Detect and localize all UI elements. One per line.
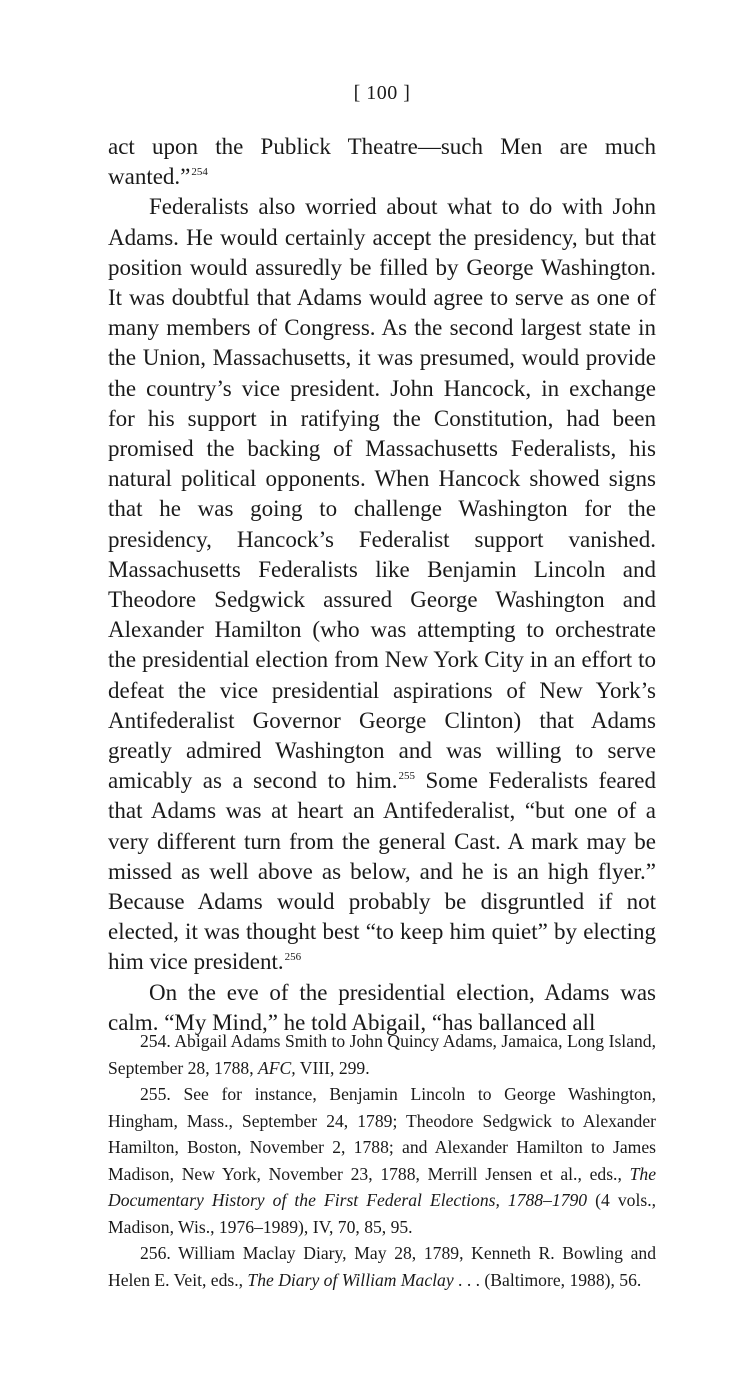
- footnote-ref-256: 256: [284, 951, 302, 964]
- footnote-number: 255.: [140, 1084, 171, 1104]
- paragraph-continued: [108, 132, 656, 192]
- footnote-italic: The Documentary History of the First Federal Elections, 1788–1790: [108, 1163, 656, 1210]
- footnote-256: [108, 1240, 656, 1293]
- footnote-text: William Maclay Diary, May 28, 1789, Kenneth R. Bowling and Helen E. Veit, eds.,: [108, 1243, 656, 1290]
- paragraph-text-continued: Some Federalists feared that Adams was at heart an Antifederalist, “but one of a very different turn from the general Cast. A mark may be missed as well above as below, and he is an high flyer.” Because Adams would probably be disgruntled if not elected, it was thought best “to keep him quiet” by electing him vice president.: [108, 768, 657, 975]
- footnote-number: 256.: [140, 1243, 171, 1263]
- paragraph-text: act upon the Publick Theatre—such Men are much wanted.”: [108, 134, 656, 190]
- footnote-text: See for instance, Benjamin Lincoln to George Washington, Hingham, Mass., September 24, 1789; Theodore Sedgwick to Alexander Hamilton, Boston, November 2, 1788; and Alexander Hamilton to James Madison, New York, November 23, 1788, Merrill Jensen et al., eds.,: [108, 1084, 656, 1184]
- footnote-italic: The Diary of William Maclay: [247, 1269, 454, 1290]
- footnote-ref-254: 254: [191, 166, 208, 179]
- page-number: [ 100 ]: [353, 82, 411, 104]
- footnote-number: 254.: [140, 1031, 171, 1051]
- footnote-italic: AFC,: [258, 1057, 296, 1078]
- footnote-text-after: (4 vols., Madison, Wis., 1976–1989), IV, 70, 85, 95.: [108, 1190, 656, 1237]
- footnote-254: [108, 1028, 656, 1081]
- footnote-255: [108, 1081, 656, 1240]
- footnote-text: Abigail Adams Smith to John Quincy Adams, Jamaica, Long Island, September 28, 1788,: [108, 1031, 656, 1078]
- paragraph-text: Federalists also worried about what to do with John Adams. He would certainly accept the presidency, but that position would assuredly be filled by George Washington. It was doubtful that Adams would agree to serve as one of many members of Congress. As the second largest state in the Union, Massachusetts, it was presumed, would provide the country’s vice president. John Hancock, in exchange for his support in ratifying the Constitution, had been promised the backing of Massachusetts Federalists, his natural political opponents. When Hancock showed signs that he was going to challenge Washington for the presidency, Hancock’s Federalist support vanished. Massachusetts Federalists like Benjamin Lincoln and Theodore Sedgwick assured George Washington and Alexander Hamilton (who was attempting to orchestrate the presidential election from New York City in an effort to defeat the vice presidential aspirations of New York’s Antifederalist Governor George Clinton) that Adams greatly admired Washington and was willing to serve amicably as a second to him.: [108, 194, 656, 794]
- footnote-text-after: VIII, 299.: [295, 1057, 370, 1078]
- footnote-ref-255: 255: [398, 770, 415, 783]
- footnote-text-after: . . . (Baltimore, 1988), 56.: [453, 1269, 642, 1290]
- paragraph-federalists: [108, 192, 656, 977]
- paragraph-text: On the eve of the presidential election, Adams was calm. “My Mind,” he told Abigail, “has ballanced all: [108, 979, 656, 1035]
- footnotes: [108, 1028, 656, 1293]
- main-text: [108, 132, 656, 1038]
